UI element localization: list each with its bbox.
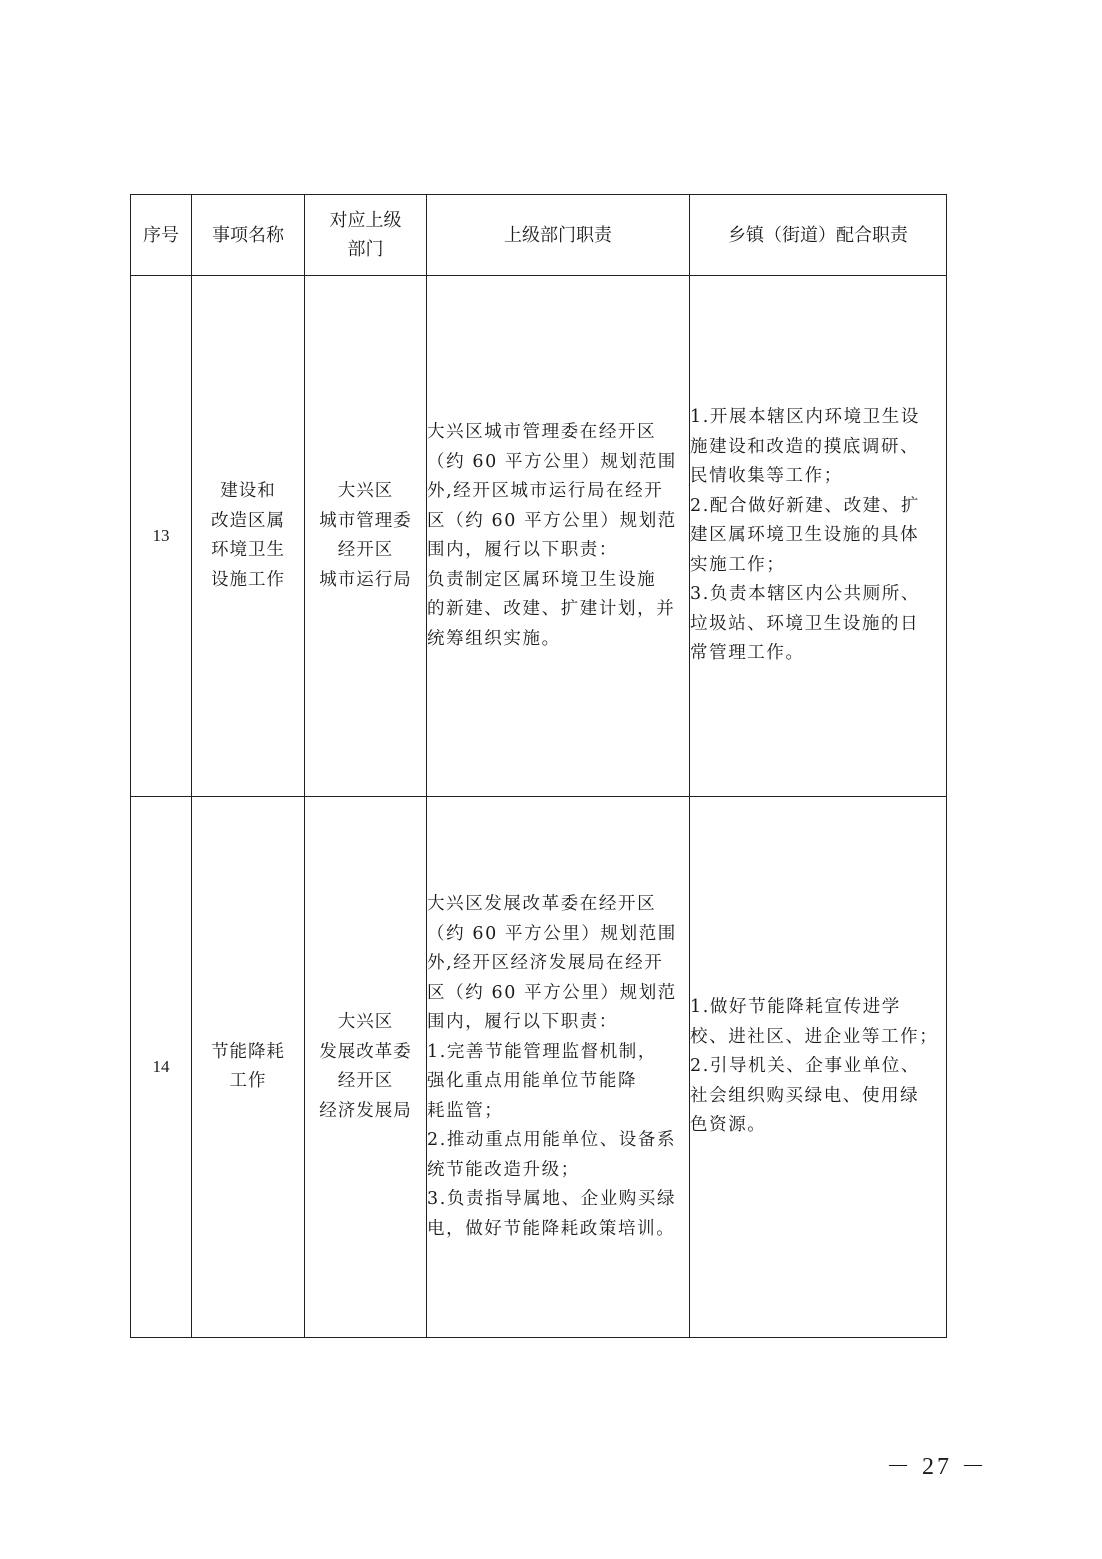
- header-upper-department-line: 部门: [347, 239, 384, 260]
- text-line: 色资源。: [690, 1115, 767, 1136]
- text-line: （约 60 平方公里）规划范围: [427, 451, 677, 472]
- text-line: 围内，履行以下职责：: [427, 1012, 618, 1032]
- text-line: 强化重点用能单位节能降: [427, 1071, 638, 1091]
- township-duty-cell: [690, 797, 947, 1338]
- text-line: 大兴区发展改革委在经开区: [427, 894, 657, 914]
- row-number: 14: [131, 797, 192, 1338]
- text-line: 工作: [229, 1071, 267, 1091]
- header-township-duty: 乡镇（街道）配合职责: [690, 195, 947, 276]
- text-line: 外,经开区经济发展局在经开: [427, 953, 664, 973]
- text-line: 环境卫生: [211, 540, 285, 560]
- text-line: 3.负责指导属地、企业购买绿: [427, 1189, 677, 1209]
- text-line: 施建设和改造的摸底调研、: [690, 436, 920, 457]
- text-line: 外,经开区城市运行局在经开: [427, 481, 664, 501]
- header-serial-number: 序号: [131, 195, 192, 276]
- department-cell: [305, 276, 427, 797]
- text-line: 经开区: [337, 540, 394, 560]
- header-item-name: 事项名称: [192, 195, 305, 276]
- header-upper-department: [305, 195, 427, 276]
- township-duty-cell: [690, 276, 947, 797]
- text-line: 经开区: [337, 1071, 394, 1091]
- text-line: 统节能改造升级；: [427, 1159, 580, 1180]
- page-number: － 27 －: [886, 1454, 988, 1480]
- text-line: 围内，履行以下职责：: [427, 540, 618, 560]
- text-line: 的新建、改建、扩建计划，并: [427, 599, 676, 619]
- text-line: 1.完善节能管理监督机制，: [427, 1041, 657, 1062]
- text-line: 垃圾站、环境卫生设施的日: [690, 613, 920, 634]
- header-upper-duty: 上级部门职责: [427, 195, 690, 276]
- text-line: 3.负责本辖区内公共厕所、: [690, 584, 920, 605]
- responsibility-table: [130, 194, 947, 1338]
- text-line: 2.配合做好新建、改建、扩: [690, 495, 920, 516]
- text-line: 大兴区: [337, 1012, 394, 1032]
- table-header-row: [131, 195, 947, 276]
- text-line: 常管理工作。: [690, 643, 805, 664]
- text-line: 耗监管；: [427, 1100, 504, 1121]
- item-name-cell: [192, 276, 305, 797]
- text-line: 2.引导机关、企事业单位、: [690, 1056, 920, 1077]
- text-line: 大兴区城市管理委在经开区: [427, 422, 657, 442]
- row-number: 13: [131, 276, 192, 797]
- text-line: 社会组织购买绿电、使用绿: [690, 1085, 920, 1106]
- text-line: 发展改革委: [319, 1041, 412, 1062]
- item-name-cell: [192, 797, 305, 1338]
- text-line: 负责制定区属环境卫生设施: [427, 569, 657, 590]
- text-line: 建设和: [220, 481, 276, 501]
- text-line: 设施工作: [211, 569, 285, 590]
- table-row: [131, 276, 947, 797]
- text-line: 城市管理委: [319, 510, 412, 531]
- text-line: 改造区属: [211, 510, 285, 531]
- text-line: 统筹组织实施。: [427, 628, 561, 649]
- text-line: 城市运行局: [319, 569, 412, 590]
- text-line: 实施工作；: [690, 554, 786, 575]
- text-line: 建区属环境卫生设施的具体: [690, 525, 920, 546]
- text-line: 大兴区: [337, 481, 394, 501]
- table-row: [131, 797, 947, 1338]
- upper-duty-cell: [427, 797, 690, 1338]
- text-line: 1.开展本辖区内环境卫生设: [690, 407, 920, 428]
- text-line: 区（约 60 平方公里）规划范: [427, 510, 677, 531]
- text-line: 校、进社区、进企业等工作；: [690, 1026, 939, 1047]
- text-line: 民情收集等工作；: [690, 466, 843, 487]
- text-line: 经济发展局: [319, 1100, 412, 1121]
- text-line: （约 60 平方公里）规划范围: [427, 923, 677, 944]
- text-line: 节能降耗: [211, 1041, 285, 1062]
- upper-duty-cell: [427, 276, 690, 797]
- text-line: 电，做好节能降耗政策培训。: [427, 1218, 676, 1239]
- text-line: 2.推动重点用能单位、设备系: [427, 1130, 677, 1150]
- header-upper-department-line: 对应上级: [329, 210, 402, 231]
- department-cell: [305, 797, 427, 1338]
- text-line: 1.做好节能降耗宣传进学: [690, 997, 901, 1018]
- text-line: 区（约 60 平方公里）规划范: [427, 982, 677, 1003]
